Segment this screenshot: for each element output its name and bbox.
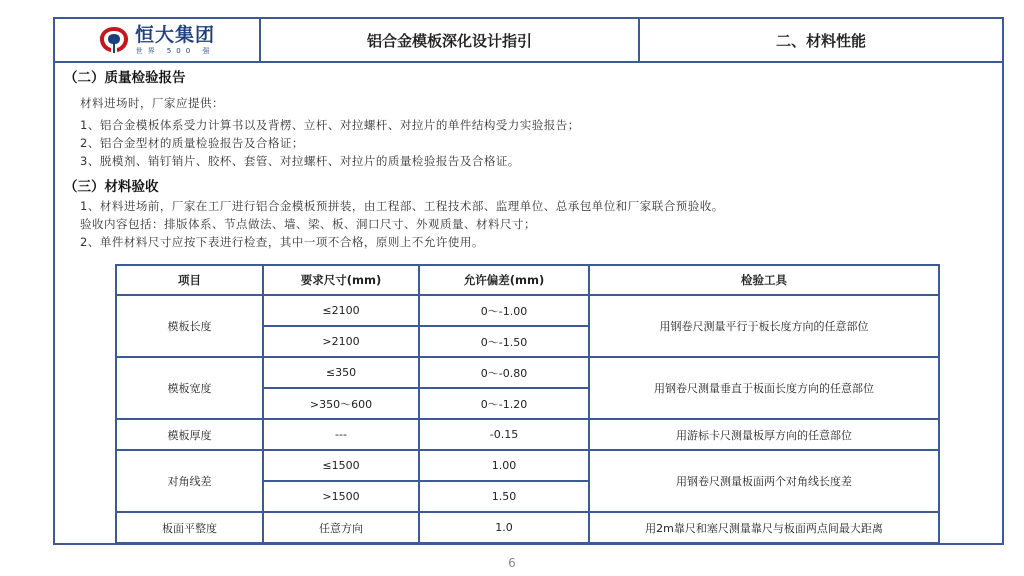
table-row [116,450,939,481]
tool-cell: 用2m靠尺和塞尺测量靠尺与板面两点间最大距离 [589,512,939,543]
tolerance-cell: 0～-1.20 [419,388,589,419]
item-cell: 模板长度 [116,295,263,357]
tool-cell: 用游标卡尺测量板厚方向的任意部位 [589,419,939,450]
tolerance-cell: 0～-1.50 [419,326,589,357]
table-row [116,295,939,326]
item-cell: 对角线差 [116,450,263,512]
size-cell: 任意方向 [263,512,419,543]
column-header-tool: 检验工具 [589,265,939,295]
page-number: 6 [508,556,516,570]
paragraph-line: 1、材料进场前，厂家在工厂进行铝合金模板预拼装，由工程部、工程技术部、监理单位、总承包单位和厂家联合预验收。 [80,199,724,213]
column-header-tolerance: 允许偏差(mm) [419,265,589,295]
tool-cell: 用钢卷尺测量板面两个对角线长度差 [589,450,939,512]
table-row [116,357,939,388]
tool-cell: 用钢卷尺测量垂直于板面长度方向的任意部位 [589,357,939,419]
section-heading-material-acceptance: （三）材料验收 [64,179,159,195]
logo-name: 恒大集团 [134,23,215,46]
table-row [116,419,939,450]
tolerance-cell: 1.50 [419,481,589,512]
column-header-item: 项目 [116,265,263,295]
table-header-row [116,265,939,295]
inspection-table [115,264,940,544]
logo-subtitle: 世界 500 强 [135,46,215,55]
page-header [55,19,1002,63]
item-cell: 模板厚度 [116,419,263,450]
logo-cell [55,19,261,61]
size-cell: >350～600 [263,388,419,419]
paragraph-line: 2、单件材料尺寸应按下表进行检查，其中一项不合格，原则上不允许使用。 [80,235,484,249]
evergrande-logo-icon [99,26,129,54]
size-cell: --- [263,419,419,450]
chapter-title: 二、材料性能 [775,31,866,50]
tolerance-cell: 0～-1.00 [419,295,589,326]
size-cell: >1500 [263,481,419,512]
list-item: 2、铝合金型材的质量检验报告及合格证； [80,136,304,150]
tolerance-cell: 0～-0.80 [419,357,589,388]
tolerance-cell: 1.00 [419,450,589,481]
size-cell: ≤2100 [263,295,419,326]
list-item: 3、脱模剂、销钉销片、胶杯、套管、对拉螺杆、对拉片的质量检验报告及合格证。 [80,154,520,168]
tolerance-cell: 1.0 [419,512,589,543]
item-cell: 模板宽度 [116,357,263,419]
list-item: 1、铝合金模板体系受力计算书以及背楞、立杆、对拉螺杆、对拉片的单件结构受力实验报告； [80,118,580,132]
size-cell: >2100 [263,326,419,357]
paragraph-line: 验收内容包括：排版体系、节点做法、墙、梁、板、洞口尺寸、外观质量、材料尺寸； [80,217,536,231]
tool-cell: 用钢卷尺测量平行于板长度方向的任意部位 [589,295,939,357]
intro-text: 材料进场时，厂家应提供： [80,96,224,110]
item-cell: 板面平整度 [116,512,263,543]
size-cell: ≤350 [263,357,419,388]
document-title: 铝合金模板深化设计指引 [261,19,640,61]
section-heading-quality-report: （二）质量检验报告 [64,70,186,86]
column-header-size: 要求尺寸(mm) [263,265,419,295]
size-cell: ≤1500 [263,450,419,481]
tolerance-cell: -0.15 [419,419,589,450]
table-row [116,512,939,543]
